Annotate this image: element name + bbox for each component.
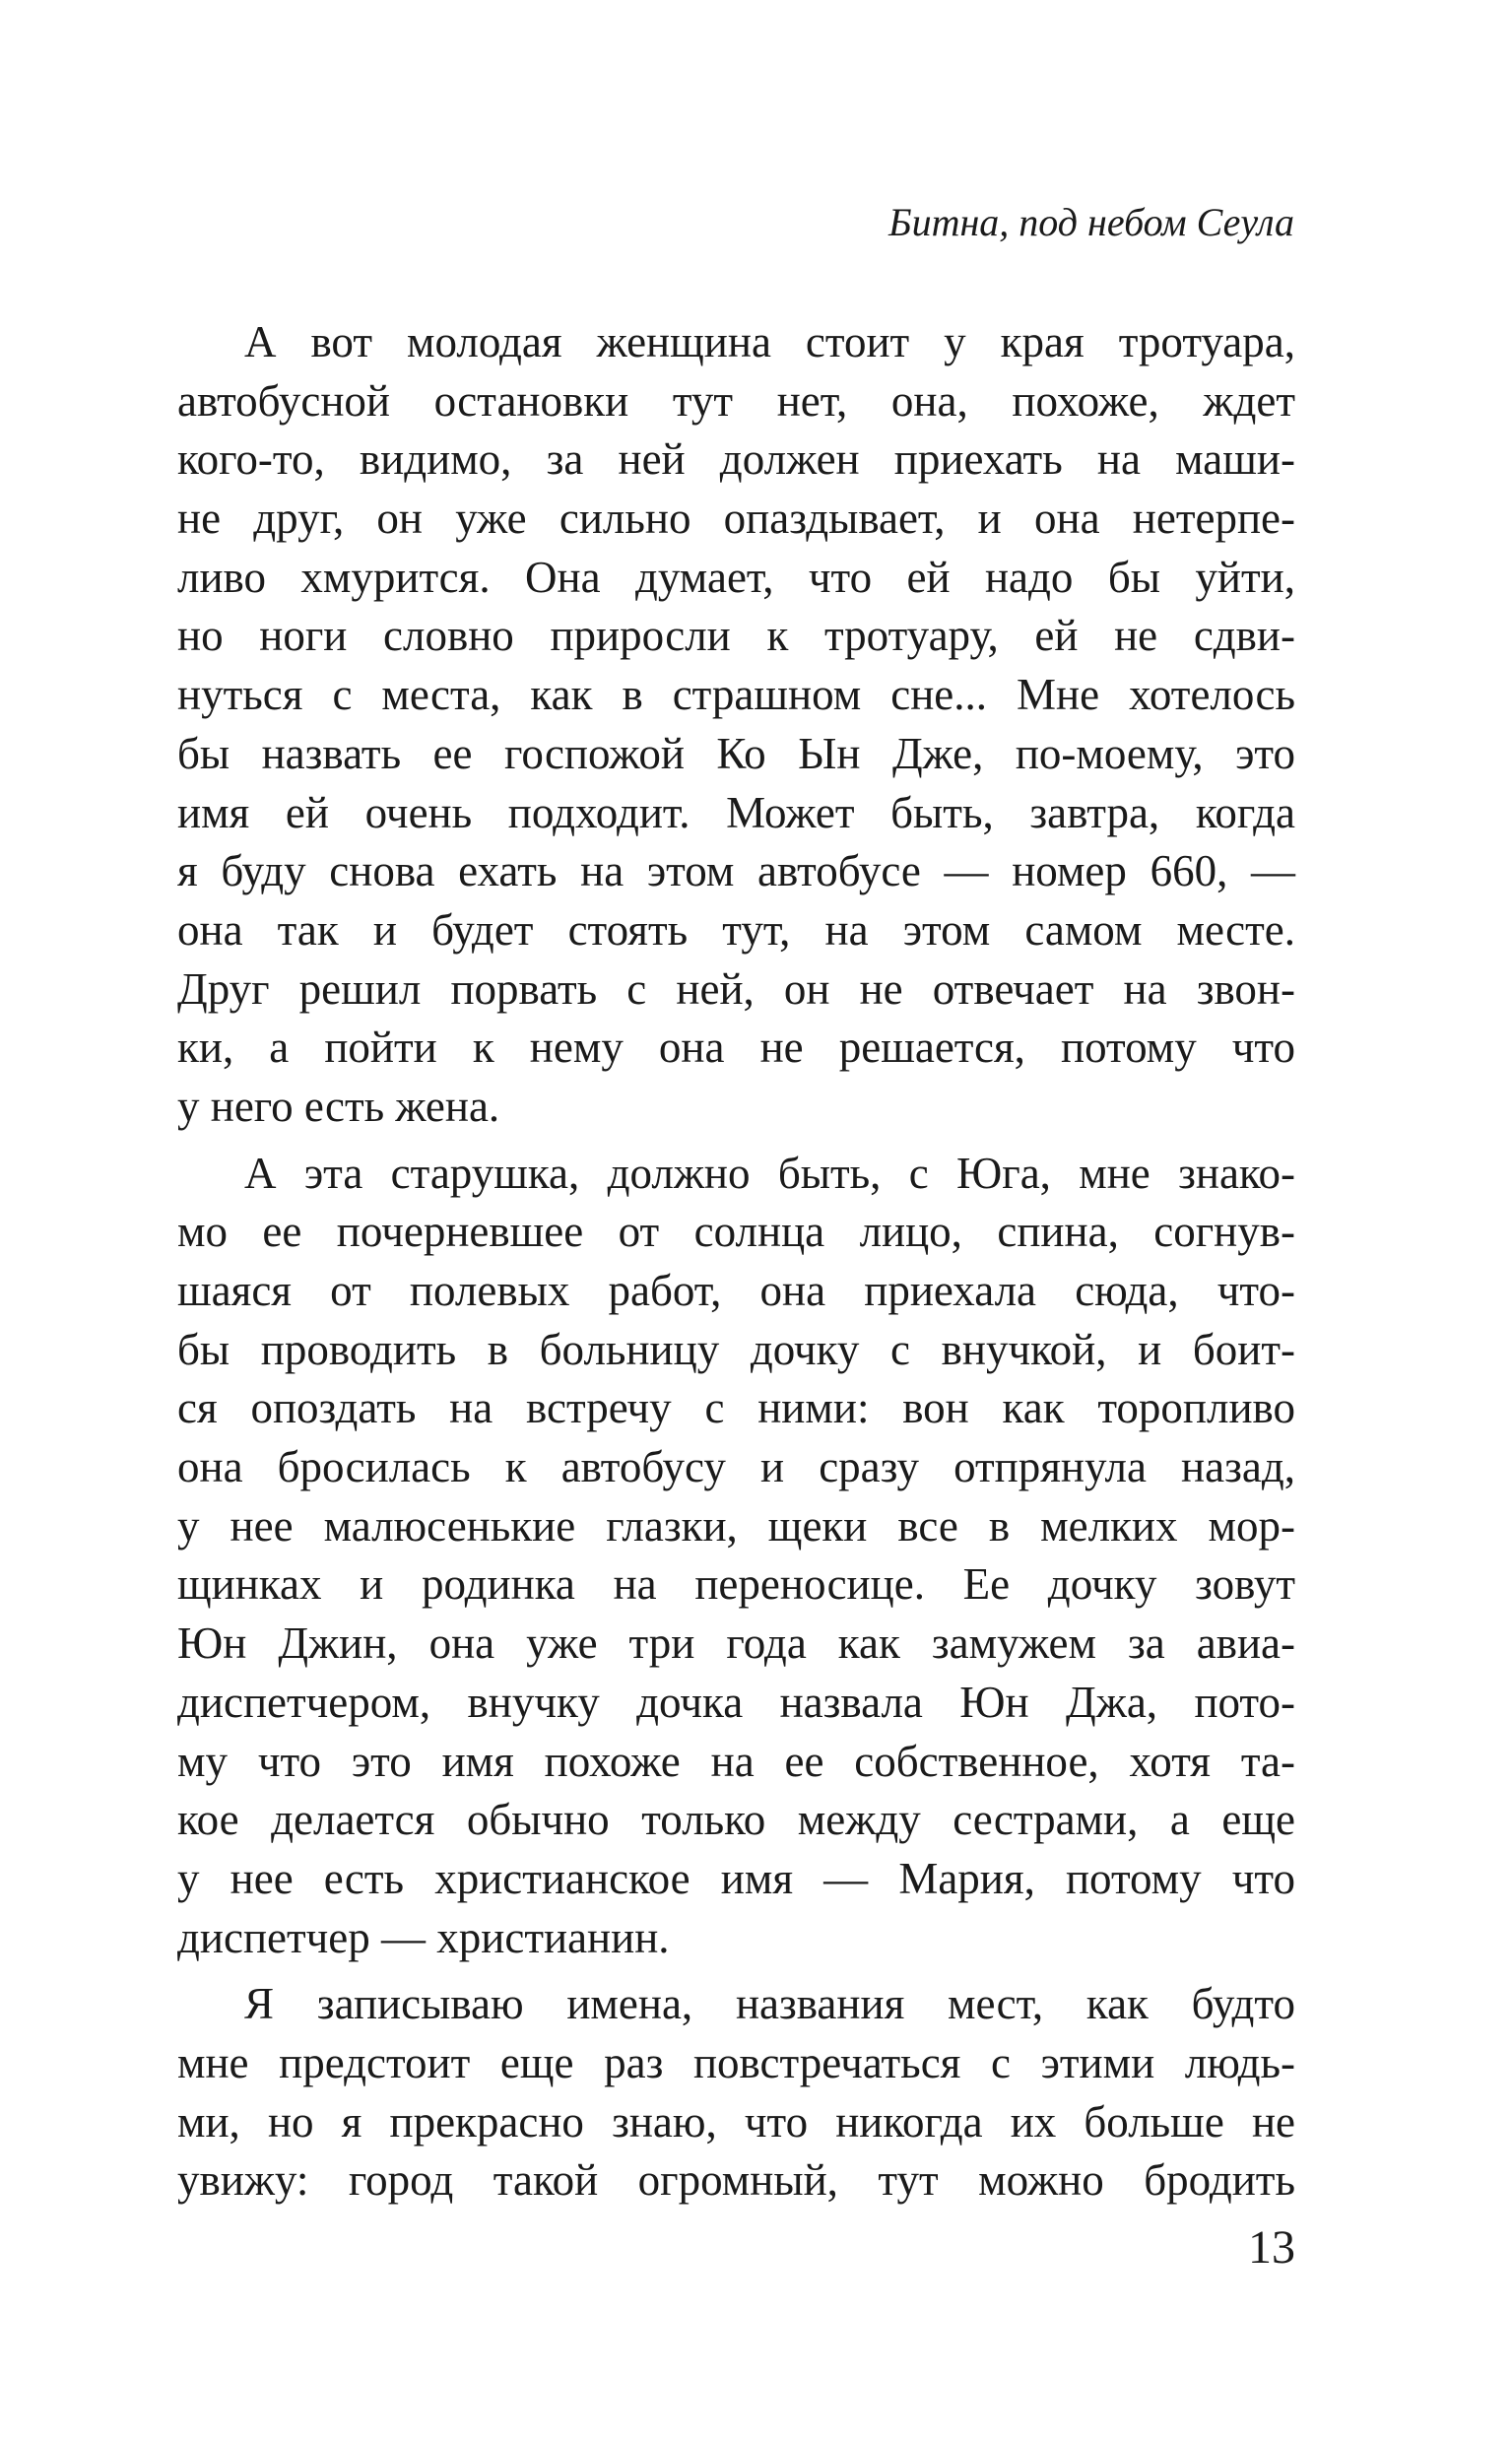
paragraph-1 (177, 313, 1295, 1137)
text-line: А эта старушка, должно быть, с Юга, мне знако- (244, 1148, 1295, 1198)
text-line: му что это имя похоже на ее собственное, хотя та- (177, 1736, 1295, 1786)
text-line: не друг, он уже сильно опаздывает, и она нетерпе- (177, 494, 1295, 544)
text-line: ся опоздать на встречу с ними: вон как торопливо (177, 1383, 1295, 1433)
text-line: диспетчер — христианин. (177, 1912, 670, 1962)
text-line: она бросилась к автобусу и сразу отпрянула назад, (177, 1442, 1295, 1492)
text-line: автобусной остановки тут нет, она, похоже, ждет (177, 375, 1295, 426)
page-number: 13 (1248, 2221, 1295, 2274)
running-header: Битна, под небом Сеула (887, 200, 1294, 244)
text-line: мо ее почерневшее от солнца лицо, спина, согнув- (177, 1207, 1295, 1257)
text-line: диспетчером, внучку дочка назвала Юн Джа, пото- (177, 1677, 1295, 1727)
text-line: она так и будет стоять тут, на этом самом месте. (177, 904, 1295, 955)
text-line: Юн Джин, она уже три года как замужем за авиа- (177, 1618, 1295, 1669)
text-line: кого-то, видимо, за ней должен приехать на маши- (177, 434, 1295, 485)
text-line: у него есть жена. (177, 1081, 500, 1131)
text-line: ливо хмурится. Она думает, что ей надо бы уйти, (177, 552, 1295, 602)
text-line: бы проводить в больницу дочку с внучкой, и боит- (177, 1324, 1295, 1374)
text-line: ки, а пойти к нему она не решается, потому что (177, 1023, 1295, 1073)
text-line: А вот молодая женщина стоит у края тротуара, (244, 317, 1295, 366)
paragraph-2 (177, 1145, 1295, 1968)
text-line: кое делается обычно только между сестрами, а еще (177, 1795, 1295, 1845)
paragraph-3 (177, 1975, 1295, 2211)
text-line: мне предстоит еще раз повстречаться с этими людь- (177, 2037, 1295, 2087)
text-line: у нее есть христианское имя — Мария, потому что (177, 1853, 1295, 1903)
text-line: шаяся от полевых работ, она приехала сюда, что- (177, 1266, 1295, 1315)
text-line: но ноги словно приросли к тротуару, ей не сдви- (177, 611, 1295, 661)
text-line: у нее малюсенькие глазки, щеки все в мелких мор- (177, 1500, 1295, 1551)
text-line: увижу: город такой огромный, тут можно бродить (177, 2155, 1295, 2206)
text-line: ми, но я прекрасно знаю, что никогда их больше не (177, 2096, 1295, 2146)
text-line: нуться с места, как в страшном сне... Мне хотелось (177, 670, 1295, 720)
text-line: я буду снова ехать на этом автобусе — номер 660, — (177, 846, 1295, 896)
body-text (177, 313, 1295, 2218)
text-line: Друг решил порвать с ней, он не отвечает на звон- (177, 963, 1295, 1014)
text-line: бы назвать ее госпожой Ко Ын Дже, по-моему, это (177, 728, 1295, 778)
text-line: щинках и родинка на переносице. Ее дочку зовут (177, 1559, 1295, 1610)
text-line: имя ей очень подходит. Может быть, завтра, когда (177, 787, 1295, 837)
text-line: Я записываю имена, названия мест, как будто (244, 1979, 1295, 2029)
